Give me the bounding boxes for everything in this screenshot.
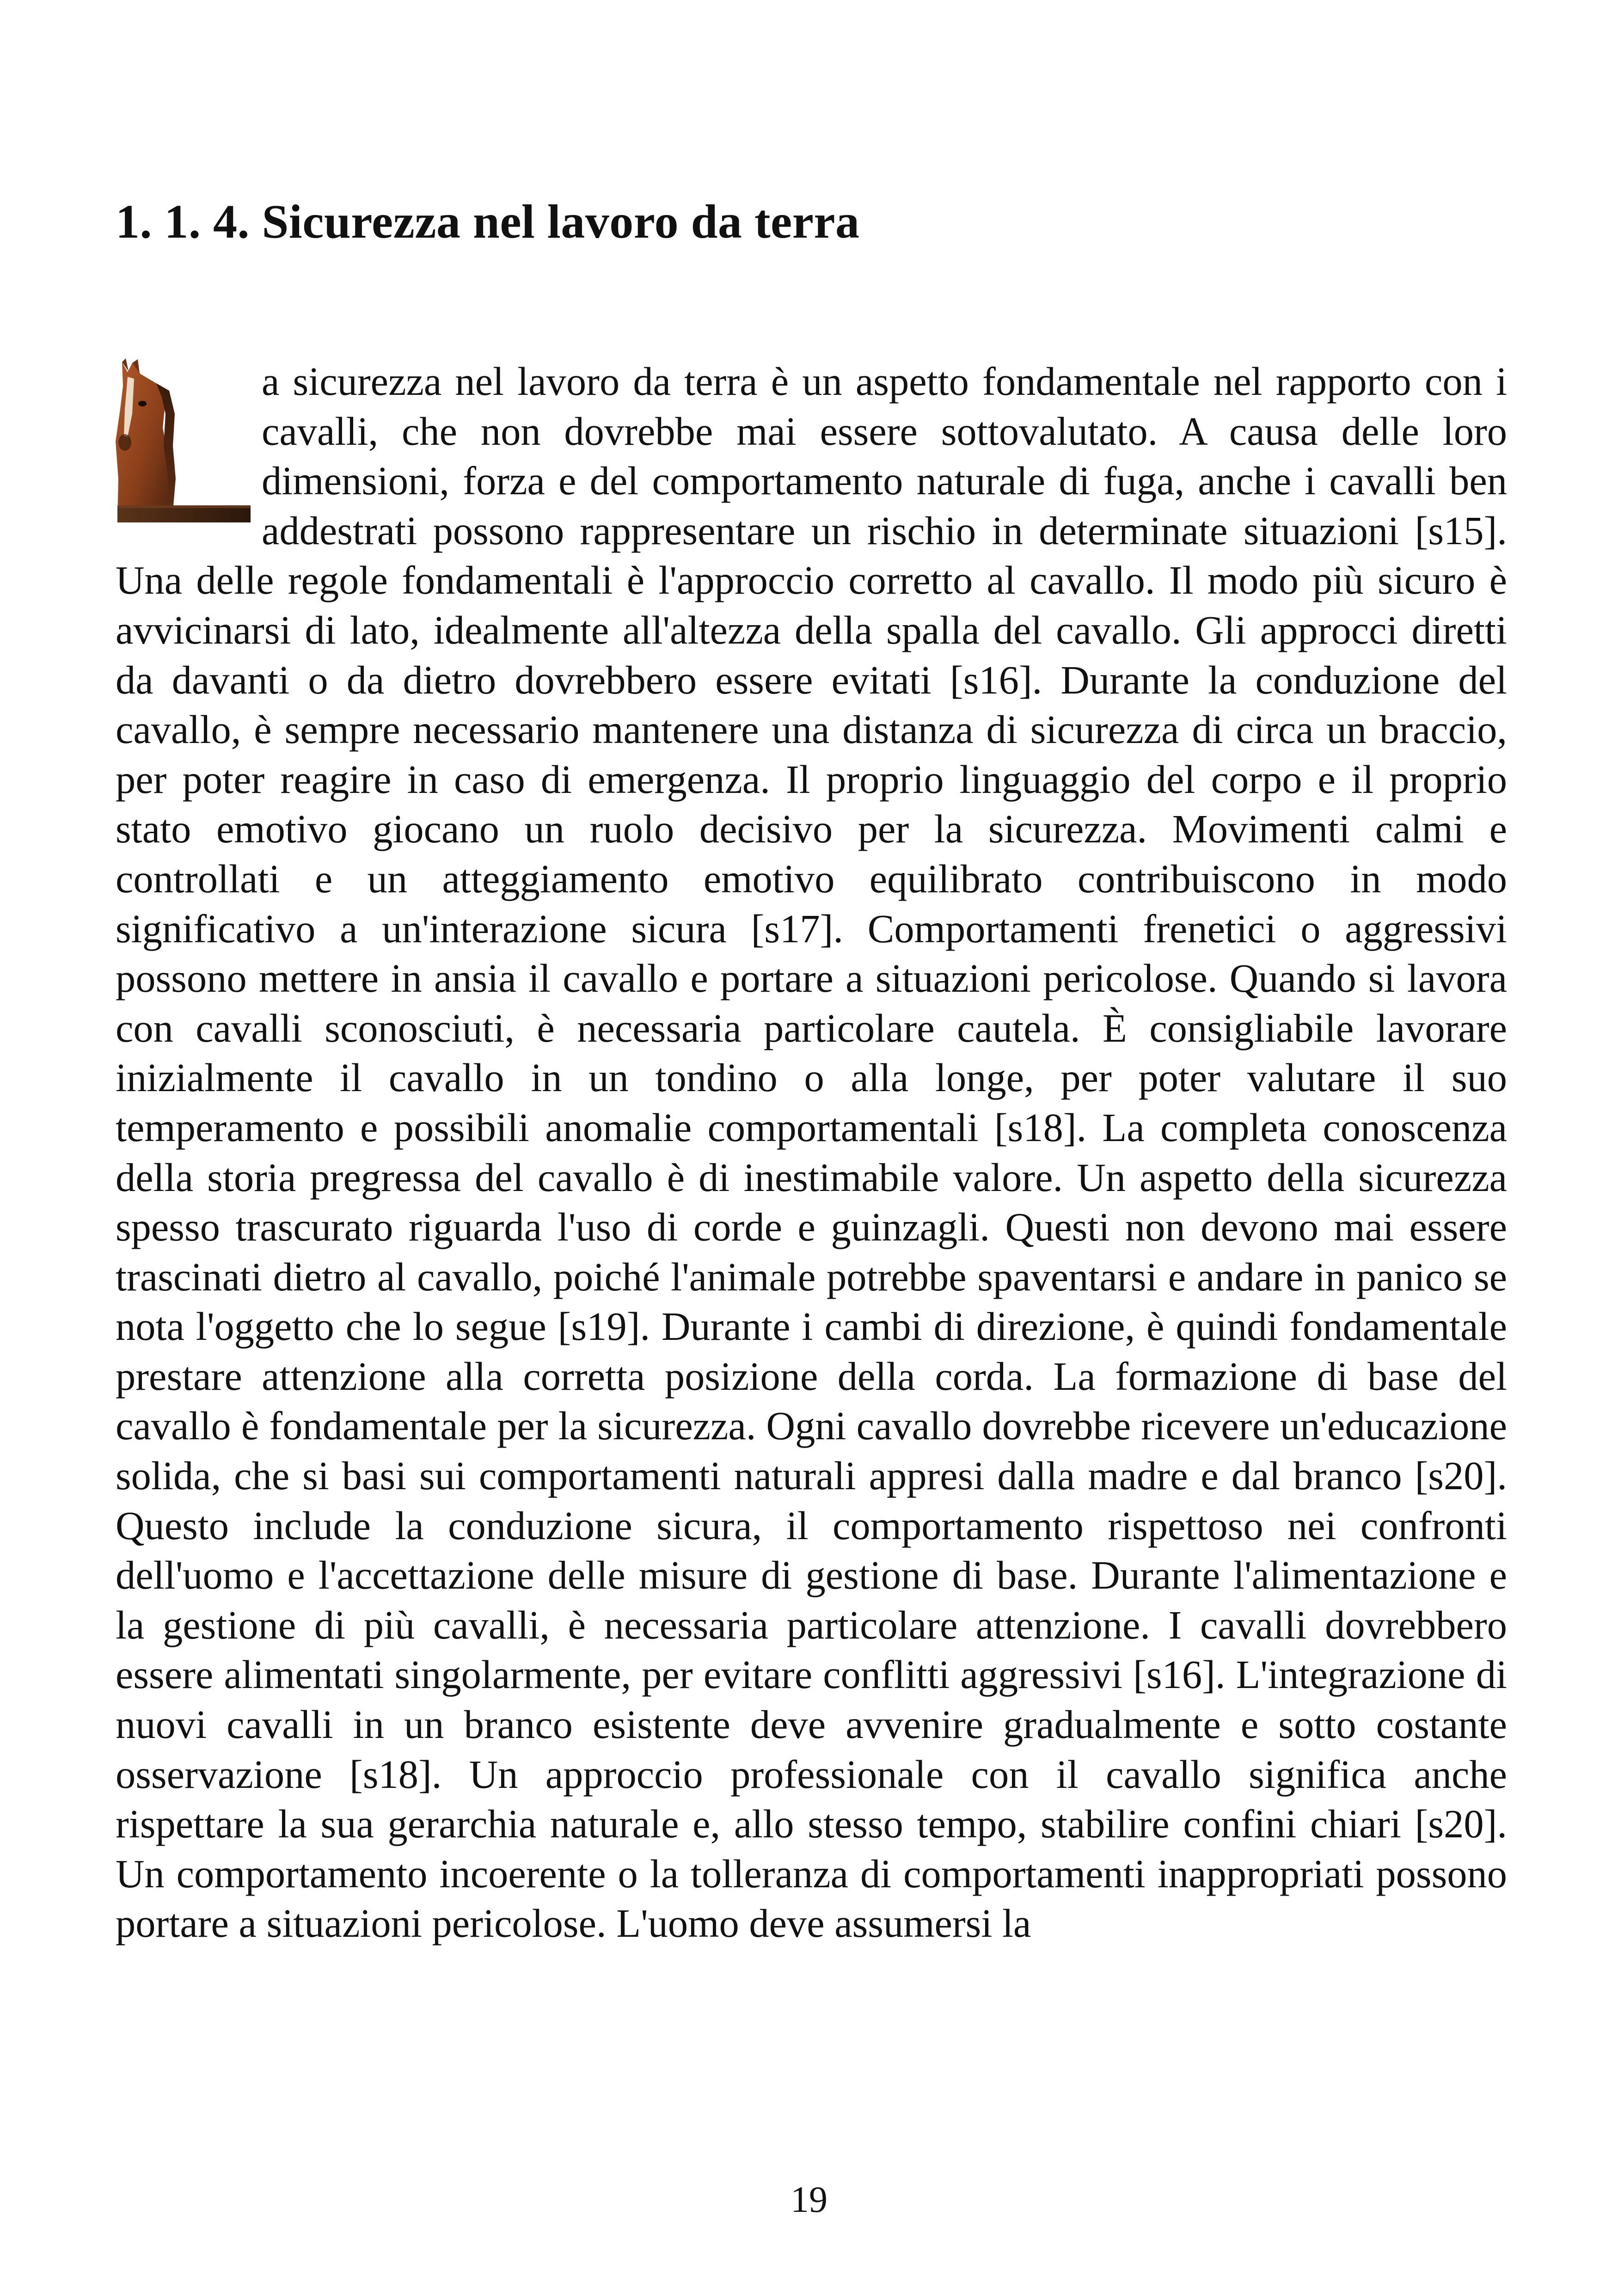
page-number: 19 — [791, 2179, 827, 2220]
drop-cap-spacer — [116, 357, 262, 552]
section-heading: 1. 1. 4. Sicurezza nel lavoro da terra — [116, 195, 860, 248]
paragraph-text: a sicurezza nel lavoro da terra è un aspetto fondamentale nel rapporto con i cavalli, che non dovrebbe mai essere sottovalutato. A causa delle loro dimensioni, forza e del comportamento naturale di fuga, anche i cavalli ben addestrati possono rappresentare un rischio in determinate situazioni [s15]. Una delle regole fondamentali è l'approccio corretto al cavallo. Il modo più sicuro è avvicinarsi di lato, idealmente all'altezza della spalla del cavallo. Gli approcci diretti da davanti o da dietro dovrebbero essere evitati [s16]. Durante la conduzione del cavallo, è sempre necessario mantenere una distanza di sicurezza di circa un braccio, per poter reagire in caso di emergenza. Il proprio linguaggio del corpo e il proprio stato emotivo giocano un ruolo decisivo per la sicurezza. Movimenti calmi e controllati e un atteggiamento emotivo equilibrato contribuiscono in modo significativo a un'interazione sicura [s17]. Comportamenti frenetici o aggressivi possono mettere in ansia il cavallo e portare a situazioni pericolose. Quando si lavora con cavalli sconosciuti, è necessaria particolare cautela. È consigliabile lavorare inizialmente il cavallo in un tondino o alla longe, per poter valutare il suo temperamento e possibili anomalie comportamentali [s18]. La completa conoscenza della storia pregressa del cavallo è di inestimabile valore. Un aspetto della sicurezza spesso trascurato riguarda l'uso di corde e guinzagli. Questi non devono mai essere trascinati dietro al cavallo, poiché l'animale potrebbe spaventarsi e andare in panico se nota l'oggetto che lo segue [s19]. Durante i cambi di direzione, è quindi fondamentale prestare attenzione alla corretta posizione della corda. La formazione di base del cavallo è fondamentale per la sicurezza. Ogni cavallo dovrebbe ricevere un'educazione solida, che si basi sui comportamenti naturali appresi dalla madre e dal branco [s20]. Questo include la conduzione sicura, il comportamento rispettoso nei confronti dell'uomo e l'accettazione delle misure di gestione di base. Durante l'alimentazione e la gestione di più cavalli, è necessaria particolare attenzione. I cavalli dovrebbero essere alimentati singolarmente, per evitare conflitti aggressivi [s16]. L'integrazione di nuovi cavalli in un branco esistente deve avvenire gradualmente e sotto costante osservazione [s18]. Un approccio professionale con il cavallo significa anche rispettare la sua gerarchia naturale e, allo stesso tempo, stabilire confini chiari [s20]. Un comportamento incoerente o la tolleranza di comportamenti inappropriati possono portare a situazioni pericolose. L'uomo deve assumersi la — [116, 359, 1507, 1946]
body-paragraph — [116, 357, 1507, 1949]
